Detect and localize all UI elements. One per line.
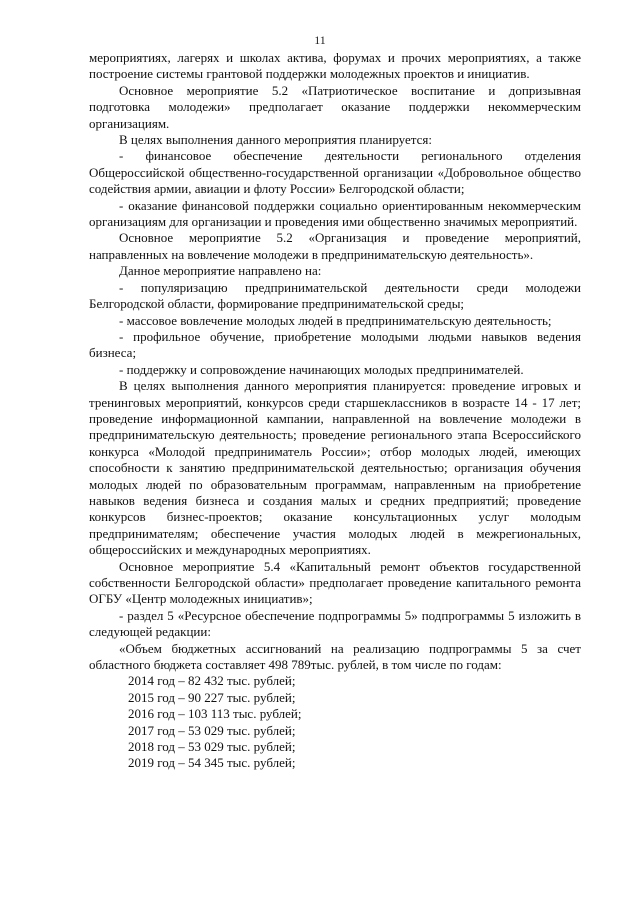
budget-year-line: 2017 год – 53 029 тыс. рублей;: [128, 722, 296, 738]
paragraph: - массовое вовлечение молодых людей в предпринимательскую деятельность;: [119, 312, 552, 328]
budget-year-line: 2019 год – 54 345 тыс. рублей;: [128, 755, 296, 771]
paragraph: - оказание финансовой поддержки социально ориентированным некоммерческим организациям для организации и проведения ими общественно значимых мероприятий.: [89, 197, 581, 230]
budget-year-line: 2016 год – 103 113 тыс. рублей;: [128, 706, 302, 722]
paragraph: - поддержку и сопровождение начинающих молодых предпринимателей.: [119, 361, 524, 377]
paragraph: - профильное обучение, приобретение молодыми людьми навыков ведения бизнеса;: [89, 328, 581, 361]
paragraph: - финансовое обеспечение деятельности регионального отделения Общероссийской общественно-государственной организации «Добровольное общество содействия армии, авиации и флоту России» Белгородской области;: [89, 148, 581, 197]
paragraph: мероприятиях, лагерях и школах актива, форумах и прочих мероприятиях, а также построение системы грантовой поддержки молодежных проектов и инициатив.: [89, 50, 581, 82]
paragraph: Основное мероприятие 5.2 «Патриотическое воспитание и допризывная подготовка молодежи» предполагает оказание поддержки некоммерческим организациям.: [89, 82, 581, 131]
document-body: [89, 50, 581, 772]
paragraph: В целях выполнения данного мероприятия планируется: проведение игровых и тренинговых мероприятий, конкурсов среди старшеклассников в возрасте 14 - 17 лет; проведение информационной кампании, направленной на вовлечение молодежи в предпринимательскую деятельность; проведение регионального этапа Всероссийского конкурса «Молодой предприниматель России»; отбор молодых людей, имеющих способности к занятию предпринимательской деятельностью; организация обучения молодых людей по образовательным программам, направленным на приобретение навыков ведения бизнеса и создания малых и средних предприятий; проведение конкурсов бизнес-проектов; оказание консультационных услуг молодым предпринимателям; обеспечение участия молодых людей в межрегиональных, общероссийских и международных мероприятиях.: [89, 378, 581, 558]
page-number: 11: [314, 33, 326, 47]
paragraph: В целях выполнения данного мероприятия планируется:: [119, 132, 432, 148]
budget-year-line: 2015 год – 90 227 тыс. рублей;: [128, 689, 296, 705]
paragraph: «Объем бюджетных ассигнований на реализацию подпрограммы 5 за счет областного бюджета составляет 498 789тыс. рублей, в том числе по годам:: [89, 640, 581, 673]
paragraph: - раздел 5 «Ресурсное обеспечение подпрограммы 5» подпрограммы 5 изложить в следующей редакции:: [89, 607, 581, 640]
paragraph: Данное мероприятие направлено на:: [119, 263, 322, 279]
paragraph: Основное мероприятие 5.4 «Капитальный ремонт объектов государственной собственности Белгородской области» предполагает проведение капитального ремонта ОГБУ «Центр молодежных инициатив»;: [89, 558, 581, 607]
paragraph: - популяризацию предпринимательской деятельности среди молодежи Белгородской области, формирование предпринимательской среды;: [89, 279, 581, 312]
budget-year-line: 2018 год – 53 029 тыс. рублей;: [128, 739, 296, 755]
budget-year-line: 2014 год – 82 432 тыс. рублей;: [128, 673, 296, 689]
paragraph: Основное мероприятие 5.2 «Организация и проведение мероприятий, направленных на вовлечение молодежи в предпринимательскую деятельность».: [89, 230, 581, 262]
